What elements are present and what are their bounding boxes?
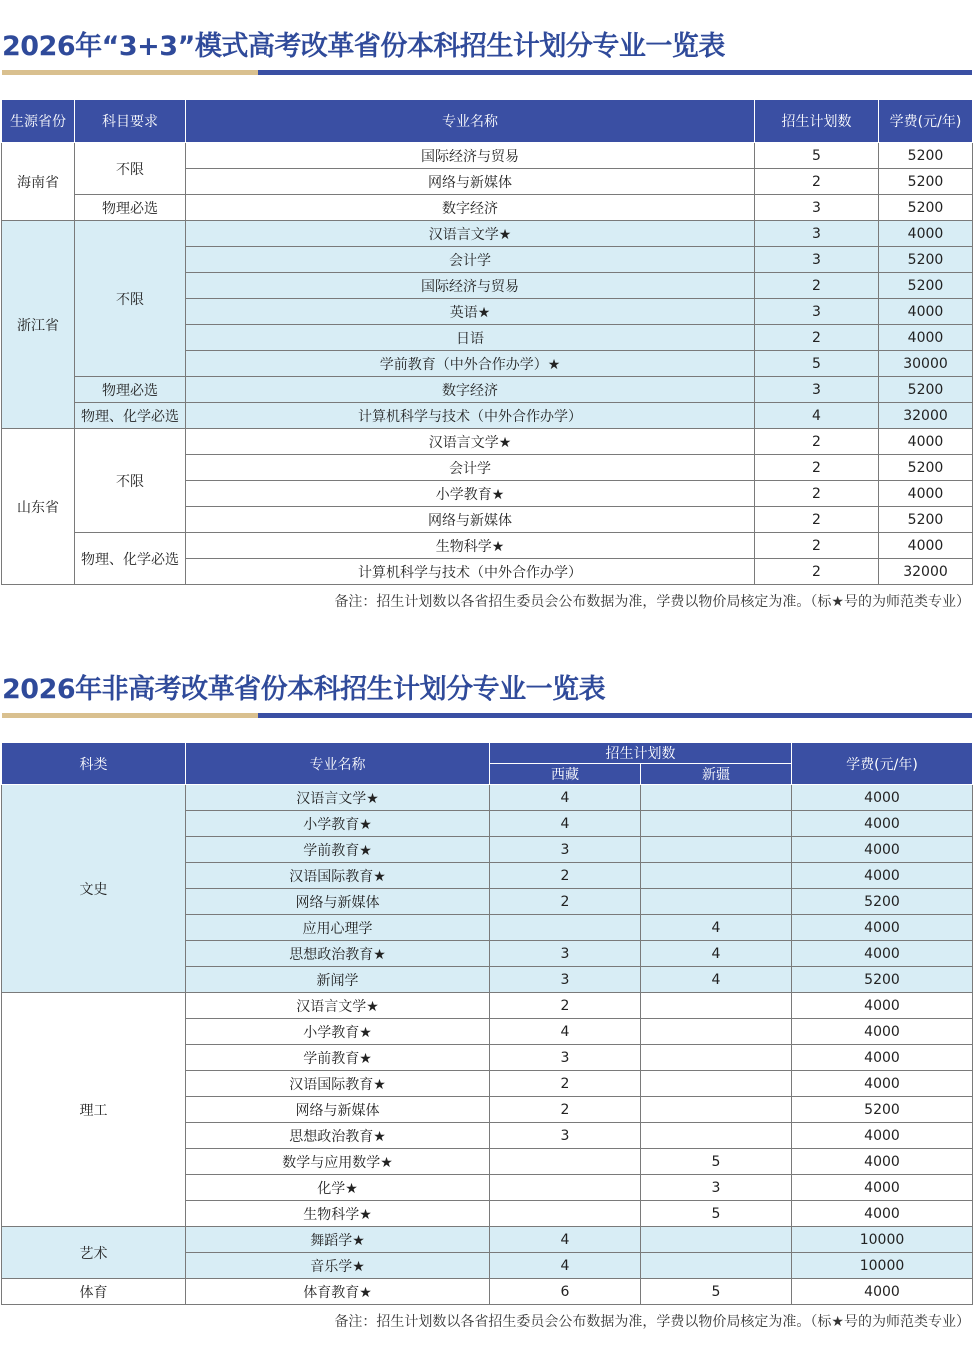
header-plan: 招生计划数 xyxy=(490,743,792,764)
xizang-plan-cell: 3 xyxy=(490,941,641,967)
xizang-plan-cell: 2 xyxy=(490,863,641,889)
major-cell: 应用心理学 xyxy=(186,915,490,941)
fee-cell: 5200 xyxy=(879,247,973,273)
xizang-plan-cell: 4 xyxy=(490,1227,641,1253)
xinjiang-plan-cell xyxy=(641,1123,792,1149)
header-xizang: 西藏 xyxy=(490,764,641,785)
major-cell: 新闻学 xyxy=(186,967,490,993)
plan-cell: 2 xyxy=(755,273,879,299)
province-cell: 浙江省 xyxy=(2,221,75,429)
fee-cell: 4000 xyxy=(792,811,973,837)
table-row xyxy=(2,195,973,221)
plan-cell: 5 xyxy=(755,143,879,169)
plan-cell: 2 xyxy=(755,481,879,507)
plan-cell: 2 xyxy=(755,507,879,533)
major-cell: 舞蹈学★ xyxy=(186,1227,490,1253)
fee-cell: 5200 xyxy=(879,169,973,195)
fee-cell: 5200 xyxy=(879,195,973,221)
fee-cell: 4000 xyxy=(879,299,973,325)
header-plan: 招生计划数 xyxy=(755,100,879,143)
xizang-plan-cell: 4 xyxy=(490,785,641,811)
subject-req-cell: 不限 xyxy=(75,143,186,195)
fee-cell: 5200 xyxy=(792,967,973,993)
fee-cell: 4000 xyxy=(879,429,973,455)
major-cell: 数字经济 xyxy=(186,377,755,403)
xizang-plan-cell: 3 xyxy=(490,967,641,993)
fee-cell: 4000 xyxy=(879,221,973,247)
xizang-plan-cell: 3 xyxy=(490,1045,641,1071)
major-cell: 网络与新媒体 xyxy=(186,507,755,533)
fee-cell: 4000 xyxy=(792,1279,973,1305)
major-cell: 汉语言文学★ xyxy=(186,993,490,1019)
major-cell: 英语★ xyxy=(186,299,755,325)
xinjiang-plan-cell xyxy=(641,1019,792,1045)
fee-cell: 4000 xyxy=(792,1019,973,1045)
header-xinjiang: 新疆 xyxy=(641,764,792,785)
xizang-plan-cell xyxy=(490,1175,641,1201)
header-major: 专业名称 xyxy=(186,100,755,143)
fee-cell: 4000 xyxy=(792,1175,973,1201)
major-cell: 体育教育★ xyxy=(186,1279,490,1305)
fee-cell: 4000 xyxy=(792,1045,973,1071)
section2-table xyxy=(1,742,973,1305)
plan-cell: 2 xyxy=(755,533,879,559)
plan-cell: 2 xyxy=(755,559,879,585)
table-row xyxy=(2,533,973,559)
fee-cell: 4000 xyxy=(792,993,973,1019)
major-cell: 会计学 xyxy=(186,455,755,481)
plan-cell: 3 xyxy=(755,195,879,221)
fee-cell: 10000 xyxy=(792,1227,973,1253)
xizang-plan-cell: 4 xyxy=(490,1253,641,1279)
section2-title: 2026年非高考改革省份本科招生计划分专业一览表 xyxy=(2,674,606,705)
xinjiang-plan-cell xyxy=(641,863,792,889)
xinjiang-plan-cell xyxy=(641,837,792,863)
plan-cell: 2 xyxy=(755,429,879,455)
fee-cell: 5200 xyxy=(879,143,973,169)
province-cell: 海南省 xyxy=(2,143,75,221)
major-cell: 化学★ xyxy=(186,1175,490,1201)
xizang-plan-cell xyxy=(490,915,641,941)
major-cell: 学前教育（中外合作办学）★ xyxy=(186,351,755,377)
xinjiang-plan-cell: 5 xyxy=(641,1201,792,1227)
xizang-plan-cell: 6 xyxy=(490,1279,641,1305)
major-cell: 小学教育★ xyxy=(186,1019,490,1045)
province-cell: 山东省 xyxy=(2,429,75,585)
major-cell: 生物科学★ xyxy=(186,533,755,559)
major-cell: 思想政治教育★ xyxy=(186,1123,490,1149)
fee-cell: 10000 xyxy=(792,1253,973,1279)
plan-cell: 2 xyxy=(755,455,879,481)
header-province: 生源省份 xyxy=(2,100,75,143)
table-row xyxy=(2,221,973,247)
fee-cell: 4000 xyxy=(879,481,973,507)
fee-cell: 5200 xyxy=(792,889,973,915)
major-cell: 音乐学★ xyxy=(186,1253,490,1279)
major-cell: 会计学 xyxy=(186,247,755,273)
xinjiang-plan-cell xyxy=(641,1253,792,1279)
plan-cell: 3 xyxy=(755,247,879,273)
table-row xyxy=(2,1279,973,1305)
plan-cell: 2 xyxy=(755,169,879,195)
xizang-plan-cell: 3 xyxy=(490,837,641,863)
xinjiang-plan-cell xyxy=(641,785,792,811)
xizang-plan-cell xyxy=(490,1201,641,1227)
fee-cell: 4000 xyxy=(792,1071,973,1097)
major-cell: 学前教育★ xyxy=(186,1045,490,1071)
section1-table xyxy=(1,99,973,585)
major-cell: 学前教育★ xyxy=(186,837,490,863)
fee-cell: 5200 xyxy=(879,507,973,533)
xinjiang-plan-cell xyxy=(641,1227,792,1253)
fee-cell: 5200 xyxy=(879,455,973,481)
major-cell: 数学与应用数学★ xyxy=(186,1149,490,1175)
major-cell: 数字经济 xyxy=(186,195,755,221)
section2-header-row xyxy=(2,743,973,764)
fee-cell: 5200 xyxy=(879,377,973,403)
major-cell: 网络与新媒体 xyxy=(186,1097,490,1123)
fee-cell: 4000 xyxy=(792,1123,973,1149)
xizang-plan-cell: 3 xyxy=(490,1123,641,1149)
table-row xyxy=(2,1227,973,1253)
plan-cell: 2 xyxy=(755,325,879,351)
xizang-plan-cell: 2 xyxy=(490,889,641,915)
xizang-plan-cell: 4 xyxy=(490,1019,641,1045)
table-row xyxy=(2,143,973,169)
fee-cell: 4000 xyxy=(792,1201,973,1227)
xinjiang-plan-cell: 5 xyxy=(641,1149,792,1175)
fee-cell: 4000 xyxy=(792,915,973,941)
section1-title: 2026年“3+3”模式高考改革省份本科招生计划分专业一览表 xyxy=(2,31,725,62)
major-cell: 国际经济与贸易 xyxy=(186,273,755,299)
fee-cell: 4000 xyxy=(792,1149,973,1175)
table-row xyxy=(2,377,973,403)
major-cell: 小学教育★ xyxy=(186,811,490,837)
xinjiang-plan-cell: 4 xyxy=(641,915,792,941)
header-category: 科类 xyxy=(2,743,186,785)
xinjiang-plan-cell: 4 xyxy=(641,941,792,967)
xinjiang-plan-cell xyxy=(641,889,792,915)
fee-cell: 4000 xyxy=(792,837,973,863)
fee-cell: 4000 xyxy=(792,785,973,811)
xizang-plan-cell: 4 xyxy=(490,811,641,837)
xinjiang-plan-cell xyxy=(641,1045,792,1071)
table-row xyxy=(2,993,973,1019)
category-cell: 体育 xyxy=(2,1279,186,1305)
plan-cell: 5 xyxy=(755,351,879,377)
fee-cell: 32000 xyxy=(879,403,973,429)
xinjiang-plan-cell xyxy=(641,1097,792,1123)
header-fee: 学费(元/年) xyxy=(792,743,973,785)
major-cell: 汉语言文学★ xyxy=(186,221,755,247)
major-cell: 计算机科学与技术（中外合作办学） xyxy=(186,403,755,429)
xizang-plan-cell: 2 xyxy=(490,993,641,1019)
major-cell: 汉语国际教育★ xyxy=(186,863,490,889)
section2-note: 备注：招生计划数以各省招生委员会公布数据为准，学费以物价局核定为准。（标★号的为师范类专业） xyxy=(334,1314,970,1330)
table-row xyxy=(2,785,973,811)
category-cell: 理工 xyxy=(2,993,186,1227)
xinjiang-plan-cell: 3 xyxy=(641,1175,792,1201)
xizang-plan-cell: 2 xyxy=(490,1071,641,1097)
fee-cell: 4000 xyxy=(879,325,973,351)
table-row xyxy=(2,429,973,455)
major-cell: 小学教育★ xyxy=(186,481,755,507)
xinjiang-plan-cell: 5 xyxy=(641,1279,792,1305)
major-cell: 生物科学★ xyxy=(186,1201,490,1227)
xinjiang-plan-cell xyxy=(641,1071,792,1097)
header-major: 专业名称 xyxy=(186,743,490,785)
major-cell: 汉语言文学★ xyxy=(186,785,490,811)
header-subject-req: 科目要求 xyxy=(75,100,186,143)
fee-cell: 4000 xyxy=(792,863,973,889)
subject-req-cell: 不限 xyxy=(75,221,186,377)
table-row xyxy=(2,403,973,429)
xizang-plan-cell xyxy=(490,1149,641,1175)
section2-title-rule xyxy=(2,713,972,718)
major-cell: 汉语言文学★ xyxy=(186,429,755,455)
category-cell: 艺术 xyxy=(2,1227,186,1279)
section1-note: 备注：招生计划数以各省招生委员会公布数据为准，学费以物价局核定为准。（标★号的为师范类专业） xyxy=(334,594,970,610)
plan-cell: 3 xyxy=(755,299,879,325)
section1-header-row xyxy=(2,100,973,143)
plan-cell: 4 xyxy=(755,403,879,429)
xizang-plan-cell: 2 xyxy=(490,1097,641,1123)
major-cell: 国际经济与贸易 xyxy=(186,143,755,169)
header-fee: 学费(元/年) xyxy=(879,100,973,143)
major-cell: 计算机科学与技术（中外合作办学） xyxy=(186,559,755,585)
fee-cell: 5200 xyxy=(792,1097,973,1123)
xinjiang-plan-cell xyxy=(641,993,792,1019)
subject-req-cell: 物理、化学必选 xyxy=(75,403,186,429)
fee-cell: 30000 xyxy=(879,351,973,377)
fee-cell: 32000 xyxy=(879,559,973,585)
plan-cell: 3 xyxy=(755,377,879,403)
xinjiang-plan-cell: 4 xyxy=(641,967,792,993)
xinjiang-plan-cell xyxy=(641,811,792,837)
category-cell: 文史 xyxy=(2,785,186,993)
fee-cell: 5200 xyxy=(879,273,973,299)
major-cell: 网络与新媒体 xyxy=(186,889,490,915)
section1-title-rule xyxy=(2,70,972,75)
plan-cell: 3 xyxy=(755,221,879,247)
fee-cell: 4000 xyxy=(879,533,973,559)
major-cell: 网络与新媒体 xyxy=(186,169,755,195)
fee-cell: 4000 xyxy=(792,941,973,967)
subject-req-cell: 物理必选 xyxy=(75,377,186,403)
subject-req-cell: 不限 xyxy=(75,429,186,533)
major-cell: 汉语国际教育★ xyxy=(186,1071,490,1097)
major-cell: 思想政治教育★ xyxy=(186,941,490,967)
subject-req-cell: 物理、化学必选 xyxy=(75,533,186,585)
major-cell: 日语 xyxy=(186,325,755,351)
subject-req-cell: 物理必选 xyxy=(75,195,186,221)
